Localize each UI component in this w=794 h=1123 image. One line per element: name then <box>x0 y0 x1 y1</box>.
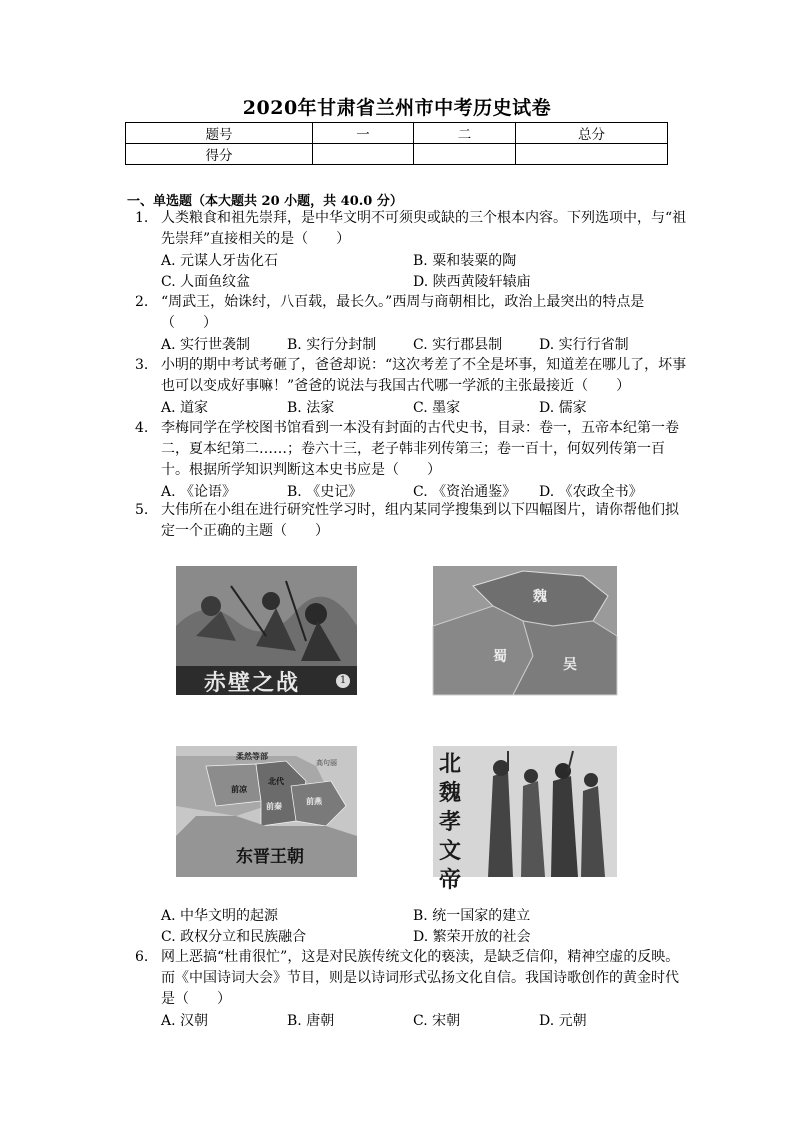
option-a[interactable]: A. 中华文明的起源 <box>161 908 279 924</box>
image-caption: 赤壁之战 <box>204 670 301 696</box>
map-label: 柔然等部 <box>236 751 268 761</box>
option-a[interactable]: A. 汉朝 <box>161 1013 209 1029</box>
score-table <box>125 122 668 165</box>
three-kingdoms-map <box>433 566 617 695</box>
score-table-row <box>126 144 668 165</box>
question-number: 5. <box>135 502 149 518</box>
question-number: 2. <box>135 294 149 310</box>
map-label: 前秦 <box>266 801 282 811</box>
option-c[interactable]: C. 政权分立和民族融合 <box>161 929 307 945</box>
option-d[interactable]: D. 陕西黄陵轩辕庙 <box>413 274 531 290</box>
question-text: 人类粮食和祖先崇拜，是中华文明不可须臾或缺的三个根本内容。下列选项中，与“祖先崇拜”直接相关的是（ ） <box>161 210 687 247</box>
question-text: 网上恶搞“杜甫很忙”，这是对民族传统文化的亵渎，是缺乏信仰，精神空虚的反映。而《中国诗词大会》节目，则是以诗词形式弘扬文化自信。我国诗歌创作的黄金时代是（ ） <box>161 949 680 1007</box>
episode-badge: 1 <box>336 674 350 688</box>
score-cell[interactable] <box>414 144 516 165</box>
option-b[interactable]: B. 实行分封制 <box>287 337 377 353</box>
question-text: 小明的期中考试考砸了，爸爸却说：“这次考差了不全是坏事，知道差在哪儿了，坏事也可以变成好事嘛！”爸爸的说法与我国古代哪一学派的主张最接近（ ） <box>161 357 687 394</box>
map-label: 前燕 <box>306 796 322 806</box>
option-c[interactable]: C. 墨家 <box>413 400 461 416</box>
score-cell[interactable] <box>313 144 414 165</box>
option-b[interactable]: B. 《史记》 <box>287 484 363 500</box>
score-header-cell: 题号 <box>126 123 313 144</box>
option-d[interactable]: D. 实行行省制 <box>539 337 629 353</box>
score-header-cell: 二 <box>414 123 516 144</box>
score-table-header-row <box>126 123 668 144</box>
option-a[interactable]: A. 实行世袭制 <box>161 337 251 353</box>
red-cliffs-image <box>176 566 357 695</box>
question-text: 大伟所在小组在进行研究性学习时，组内某同学搜集到以下四幅图片，请你帮他们拟定一个正确的主题（ ） <box>161 502 679 539</box>
question-number: 1. <box>135 210 149 226</box>
xiaowen-emperor-image <box>433 746 617 893</box>
question-text: “周武王，始诛纣，八百载，最长久。”西周与商朝相比，政治上最突出的特点是（ ） <box>161 294 645 331</box>
question-number: 6. <box>135 949 149 965</box>
question-number: 3. <box>135 357 149 373</box>
option-b[interactable]: B. 粟和装粟的陶 <box>413 253 517 269</box>
option-c[interactable]: C. 人面鱼纹盆 <box>161 274 251 290</box>
section-title: 一、单选题（本大题共 20 小题，共 40.0 分） <box>127 194 403 209</box>
map-label: 北代 <box>268 776 284 786</box>
option-c[interactable]: C. 宋朝 <box>413 1013 461 1029</box>
score-cell[interactable] <box>516 144 668 165</box>
option-a[interactable]: A. 道家 <box>161 400 209 416</box>
vertical-caption: 北魏孝文帝 <box>439 751 462 893</box>
page-title: 2020年甘肃省兰州市中考历史试卷 <box>242 97 552 119</box>
option-d[interactable]: D. 元朝 <box>539 1013 587 1029</box>
option-c[interactable]: C. 实行郡县制 <box>413 337 503 353</box>
map-label: 前凉 <box>231 784 247 794</box>
score-row-label: 得分 <box>126 144 313 165</box>
option-b[interactable]: B. 唐朝 <box>287 1013 335 1029</box>
eastern-jin-map-image <box>176 746 357 877</box>
option-d[interactable]: D. 《农政全书》 <box>539 484 643 500</box>
option-b[interactable]: B. 统一国家的建立 <box>413 908 531 924</box>
option-d[interactable]: D. 儒家 <box>539 400 587 416</box>
score-header-cell: 一 <box>313 123 414 144</box>
score-header-cell: 总分 <box>516 123 668 144</box>
option-b[interactable]: B. 法家 <box>287 400 335 416</box>
option-a[interactable]: A. 元谋人牙齿化石 <box>161 253 279 269</box>
map-label: 吴 <box>563 657 577 673</box>
map-label: 蜀 <box>493 649 507 665</box>
option-d[interactable]: D. 繁荣开放的社会 <box>413 929 531 945</box>
option-c[interactable]: C. 《资治通鉴》 <box>413 484 517 500</box>
question-text: 李梅同学在学校图书馆看到一本没有封面的古代史书，目录：卷一，五帝本纪第一卷二，夏本纪第二……；卷六十三，老子韩非列传第三；卷一百十，何奴列传第一百十。根据所学知识判断这本史书应是（ ） <box>161 420 679 478</box>
map-label: 高句丽 <box>316 759 337 767</box>
three-kingdoms-map-image <box>433 566 617 695</box>
question-number: 4. <box>135 420 149 436</box>
map-title: 东晋王朝 <box>236 847 304 867</box>
option-a[interactable]: A. 《论语》 <box>161 484 237 500</box>
map-label: 魏 <box>533 589 547 605</box>
